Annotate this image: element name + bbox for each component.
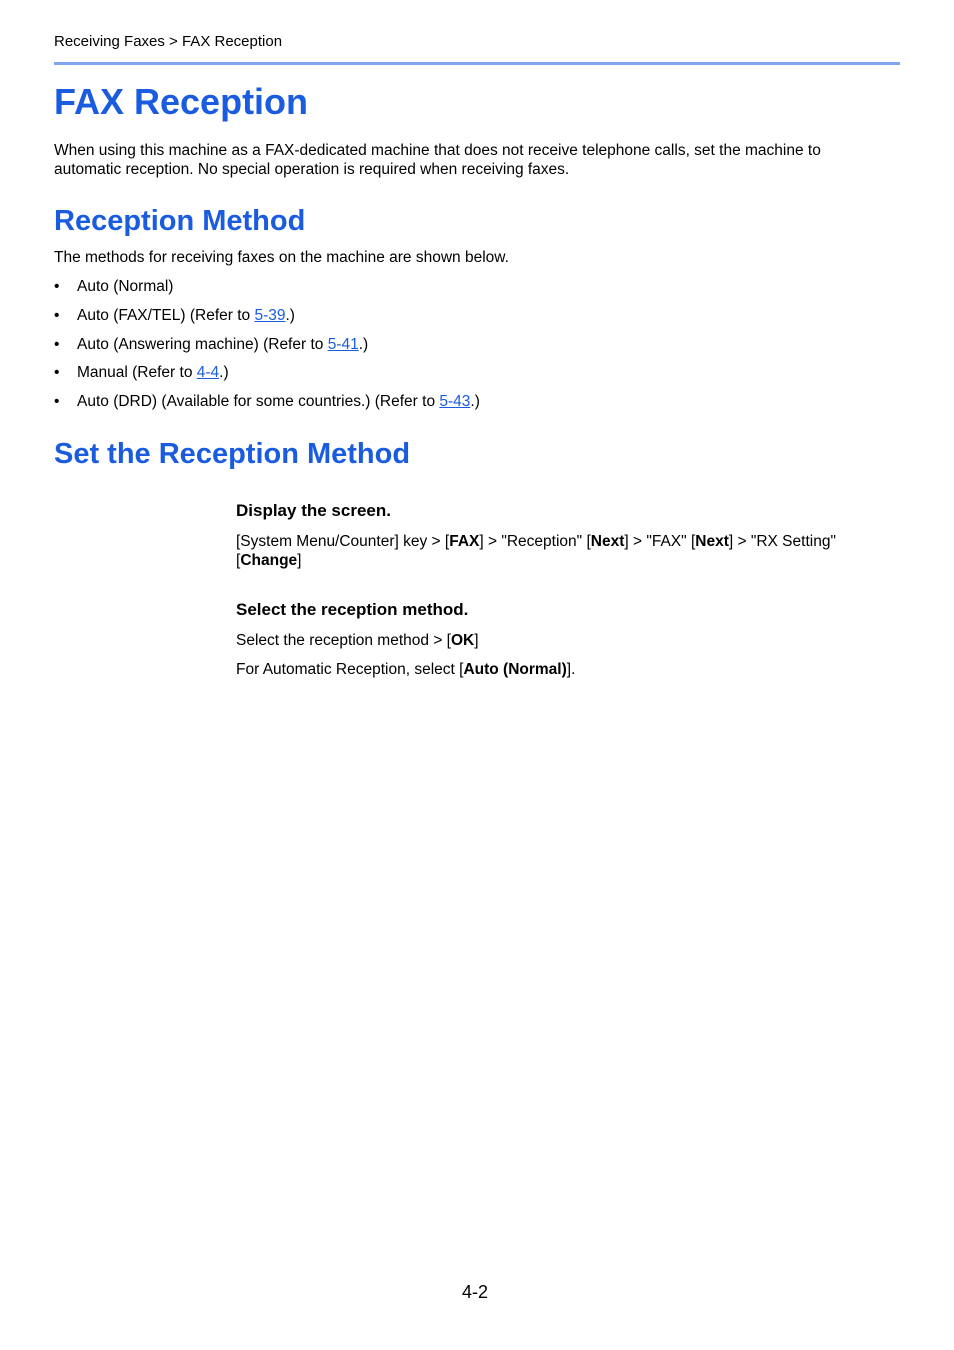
step-select-method-line1 [236,631,876,650]
list-item-suffix: .) [358,335,369,353]
list-item-text: Auto (Answering machine) (Refer to [77,335,328,353]
step-text-part: Select the reception method > [ [236,632,451,649]
step-text-part: [System Menu/Counter] key > [ [236,533,450,550]
list-item [54,306,480,325]
list-item-text: Auto (DRD) (Available for some countries.) (Refer to [77,393,440,410]
list-item [54,392,480,411]
list-item [54,277,480,296]
section-heading-reception-method: Reception Method [54,205,306,237]
page-title: FAX Reception [54,81,309,122]
section-heading-set-reception-method: Set the Reception Method [54,438,411,470]
page-reference-link[interactable]: 5-43 [439,393,471,410]
step-text-part: For Automatic Reception, select [ [236,661,464,678]
next-key-label: Next [590,533,625,550]
reception-method-list [54,277,480,421]
list-item-suffix: .) [219,364,229,382]
page-reference-link[interactable]: 4-4 [196,364,220,382]
bullet-glyph: • [54,335,60,353]
list-item-text: Auto (FAX/TEL) (Refer to [77,306,255,324]
ok-key-label: OK [450,632,475,649]
list-item [54,363,480,382]
page-reference-link[interactable]: 5-41 [327,335,359,353]
next-key-label: Next [695,533,729,550]
header-divider [54,62,900,65]
step-select-method-line2 [236,660,876,679]
bullet-glyph: • [54,306,60,324]
bullet-glyph: • [54,364,60,382]
step-text-part: ] [297,552,302,569]
step-title-display-screen: Display the screen. [236,501,391,520]
bullet-glyph: • [54,393,60,410]
step-title-select-method: Select the reception method. [236,600,469,619]
list-item [54,335,480,354]
bullet-glyph: • [54,278,60,295]
intro-paragraph: When using this machine as a FAX-dedicated machine that does not receive telephone calls, set the machine to automatic reception. No special operation is required when receiving faxes. [54,142,821,178]
page-number: 4-2 [462,1282,489,1302]
step-text-part: ]. [566,661,576,678]
reception-method-lead: The methods for receiving faxes on the machine are shown below. [54,249,509,266]
step-text-part: ] > "Reception" [ [479,533,591,550]
list-item-suffix: .) [285,306,295,324]
step-text-part: ] > "FAX" [ [624,533,696,550]
step-display-screen-text [236,532,876,570]
fax-key-label: FAX [449,533,480,550]
list-item-suffix: .) [470,393,480,410]
auto-normal-key-label: Auto (Normal) [463,661,567,678]
list-item-text: Manual (Refer to [77,364,197,382]
step-text-part: ] [474,632,479,649]
list-item-text: Auto (Normal) [77,278,174,295]
change-key-label: Change [240,552,298,569]
step-text-part: ] > "RX Setting" [ [236,533,836,569]
page-reference-link[interactable]: 5-39 [254,306,286,324]
breadcrumb: Receiving Faxes > FAX Reception [54,33,283,50]
